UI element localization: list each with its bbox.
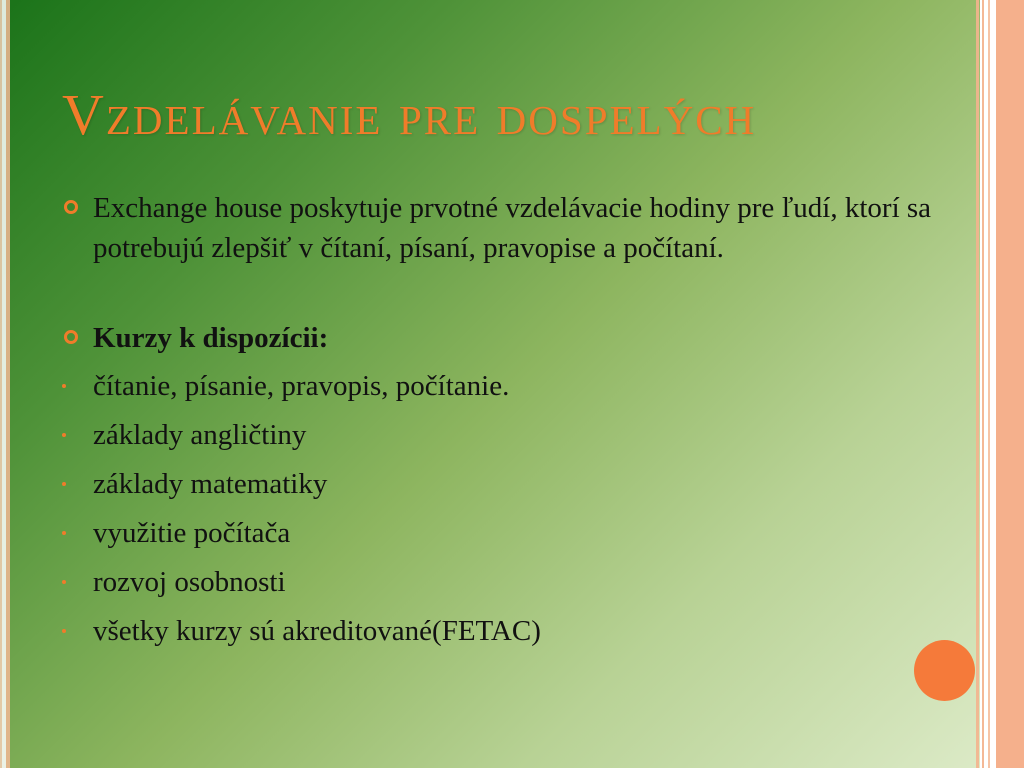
course-label: rozvoj osobnosti bbox=[93, 566, 286, 598]
course-label: všetky kurzy sú akreditované(FETAC) bbox=[93, 615, 541, 647]
left-border-decoration bbox=[0, 0, 10, 768]
intro-item bbox=[60, 188, 940, 268]
course-list-item bbox=[60, 562, 940, 602]
slide-title: Vzdelávanie pre dospelých bbox=[62, 82, 757, 147]
slide-content bbox=[60, 188, 940, 660]
courses-heading-item bbox=[60, 318, 940, 358]
courses-heading: Kurzy k dispozícii: bbox=[93, 322, 329, 354]
course-list-item bbox=[60, 366, 940, 406]
course-list-item bbox=[60, 415, 940, 455]
dot-bullet-icon bbox=[62, 482, 66, 486]
course-label: čítanie, písanie, pravopis, počítanie. bbox=[93, 370, 510, 402]
right-border-decoration bbox=[980, 0, 1024, 768]
ring-bullet-icon bbox=[64, 200, 78, 214]
ring-bullet-icon bbox=[64, 330, 78, 344]
dot-bullet-icon bbox=[62, 580, 66, 584]
course-label: základy angličtiny bbox=[93, 419, 307, 451]
dot-bullet-icon bbox=[62, 531, 66, 535]
course-list-item bbox=[60, 513, 940, 553]
dot-bullet-icon bbox=[62, 629, 66, 633]
course-label: využitie počítača bbox=[93, 517, 291, 549]
dot-bullet-icon bbox=[62, 384, 66, 388]
orange-circle-decoration bbox=[914, 640, 975, 701]
right-line-decoration bbox=[976, 0, 979, 768]
course-label: základy matematiky bbox=[93, 468, 328, 500]
intro-text: Exchange house poskytuje prvotné vzdelávacie hodiny pre ľudí, ktorí sa potrebujú zlepšiť v čítaní, písaní, pravopise a počítaní. bbox=[93, 192, 932, 264]
dot-bullet-icon bbox=[62, 433, 66, 437]
course-list-item bbox=[60, 464, 940, 504]
course-list-item bbox=[60, 611, 940, 651]
